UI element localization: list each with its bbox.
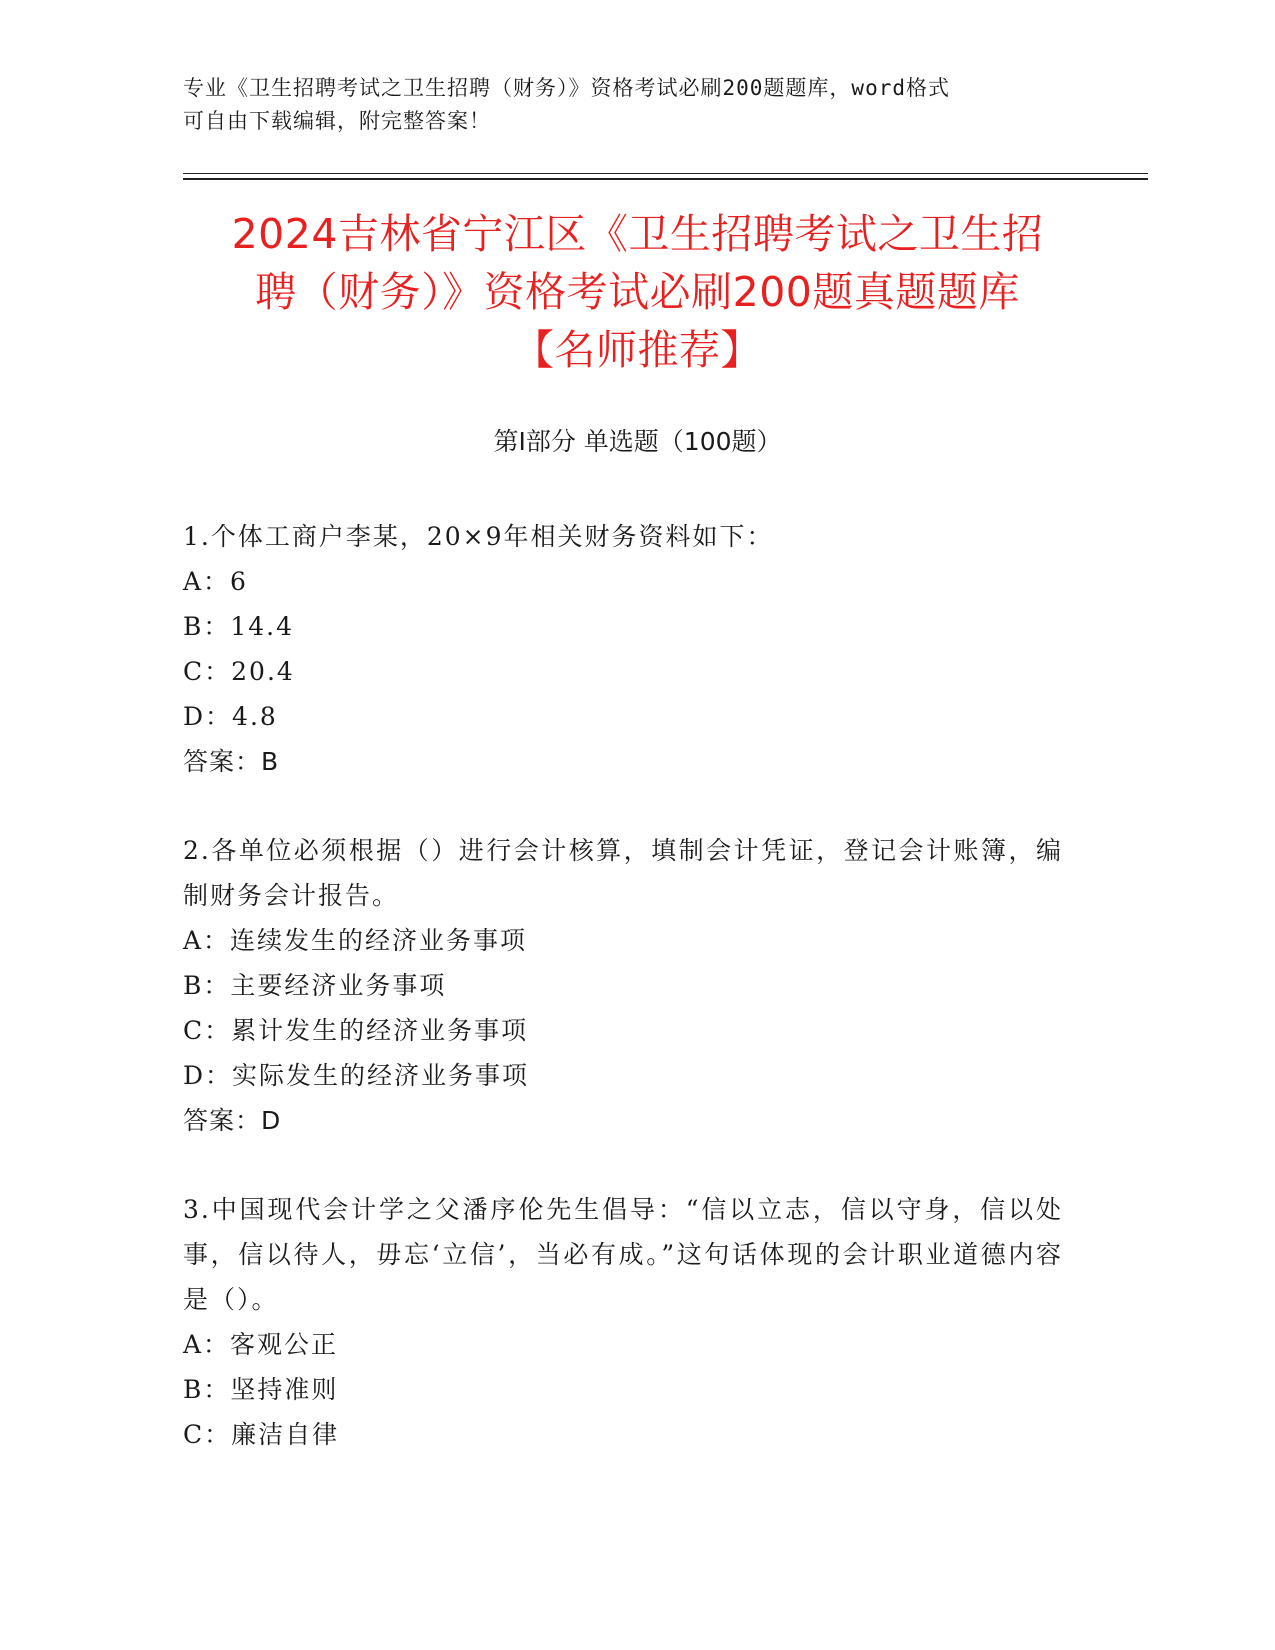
header-divider-thin <box>183 173 1148 174</box>
question-3 <box>183 1187 1063 1457</box>
document-title-line-1: 2024吉林省宁江区《卫生招聘考试之卫生招 <box>231 210 1044 258</box>
header-note-line-2: 可自由下载编辑，附完整答案！ <box>183 109 491 133</box>
option-d: D：4.8 <box>183 702 278 731</box>
header-note-line-1: 专业《卫生招聘考试之卫生招聘（财务）》资格考试必刷200题题库，word格式 <box>183 76 950 100</box>
option-d: D：实际发生的经济业务事项 <box>183 1061 530 1090</box>
question-2 <box>183 828 1063 1143</box>
option-b: B：14.4 <box>183 612 295 641</box>
question-stem: 1.个体工商户李某，20×9年相关财务资料如下： <box>183 522 774 551</box>
document-title <box>150 205 1125 379</box>
header-divider-thick <box>183 178 1148 180</box>
document-title-line-2: 聘（财务）》资格考试必刷200题真题题库 <box>255 268 1020 316</box>
option-c: C：累计发生的经济业务事项 <box>183 1016 529 1045</box>
question-stem: 3.中国现代会计学之父潘序伦先生倡导：“信以立志，信以守身，信以处事，信以待人，毋忘‘立信’，当必有成。”这句话体现的会计职业道德内容是（）。 <box>183 1195 1063 1314</box>
option-b: B：坚持准则 <box>183 1375 339 1404</box>
option-a: A：6 <box>183 567 248 596</box>
document-title-line-3: 【名师推荐】 <box>513 326 762 374</box>
option-c: C：廉洁自律 <box>183 1420 340 1449</box>
question-list <box>183 514 1063 1501</box>
option-a: A：连续发生的经济业务事项 <box>183 926 528 955</box>
header-note <box>183 72 1063 138</box>
question-1 <box>183 514 1063 784</box>
answer-label: 答案：D <box>183 1106 282 1135</box>
section-heading: 第Ⅰ部分 单选题（100题） <box>493 427 782 456</box>
answer-label: 答案：B <box>183 747 280 776</box>
option-c: C：20.4 <box>183 657 295 686</box>
option-a: A：客观公正 <box>183 1330 339 1359</box>
option-b: B：主要经济业务事项 <box>183 971 447 1000</box>
question-stem: 2.各单位必须根据（）进行会计核算，填制会计凭证，登记会计账簿，编制财务会计报告。 <box>183 836 1063 910</box>
